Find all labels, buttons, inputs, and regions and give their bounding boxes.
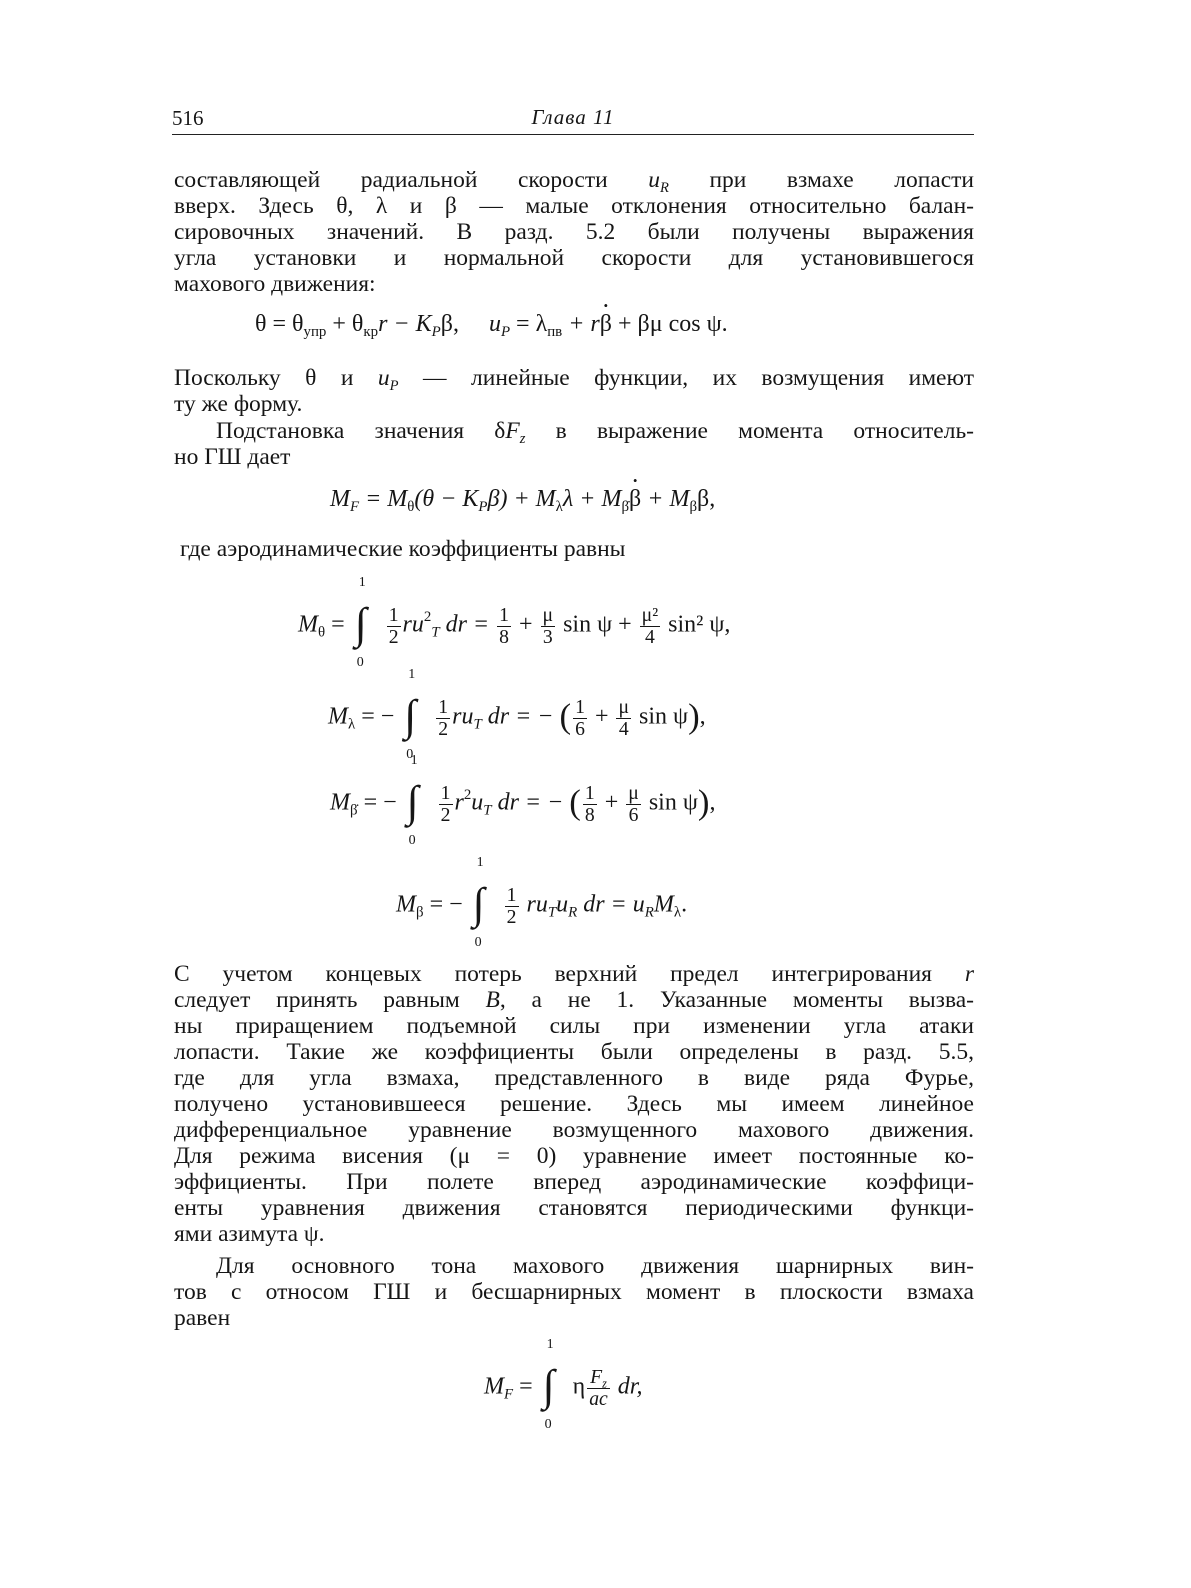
integral-sign: 1 ∫ 0	[404, 667, 417, 762]
equation-theta-and-uP: $\theta = \theta_{упр} + \theta_{кр}r - K_P\beta$, $u_P = \lambda_{пв} + r\beta$ · + βμ cos ψ.	[255, 310, 728, 338]
paragraph-1-line-5: махового движения:	[174, 271, 376, 297]
paragraph-5-line-4: лопасти. Такие же коэффициенты были определены в разд. 5.5,	[174, 1039, 974, 1065]
paragraph-5-line-2: следует принять равным B, а не 1. Указанные моменты вызва-	[174, 987, 974, 1013]
equation-M-beta-dot: $M_{\betȧ}$ = − 1 ∫ 0 $\frac{1}{2}$ $r^2u_T$ dr = − ( $\frac{1}{8}$ + $\frac{\mu}{6}$ sin ψ),	[330, 753, 716, 848]
paragraph-1-line-2: вверх. Здесь θ, λ и β — малые отклонения относительно балан-	[174, 193, 974, 219]
paragraph-2-line-2: ту же форму.	[174, 391, 303, 417]
paragraph-3-line-1: Подстановка значения $\delta F_z$ в выражение момента относитель-	[216, 418, 975, 448]
paragraph-5-line-6: получено установившееся решение. Здесь мы имеем линейное	[174, 1091, 974, 1117]
paragraph-1-line-1: составляющей радиальной скорости $u_R$ при взмахе лопасти	[174, 167, 974, 197]
paragraph-5-line-5: где для угла взмаха, представленного в виде ряда Фурье,	[174, 1065, 974, 1091]
paragraph-5-line-9: эффициенты. При полете вперед аэродинамические коэффици-	[174, 1169, 974, 1195]
integral-sign: 1 ∫ 0	[472, 855, 485, 950]
equation-M-lambda: $M_\lambda$ = − 1 ∫ 0 $\frac{1}{2}$ $ru_T$ dr = − ( $\frac{1}{6}$ + $\frac{\mu}{4}$ sin ψ),	[328, 667, 706, 762]
paragraph-5-line-1: С учетом концевых потерь верхний предел интегрирования r	[174, 961, 975, 987]
paragraph-5-line-3: ны приращением подъемной силы при изменении угла атаки	[174, 1013, 974, 1039]
equation-M-beta: $M_\beta$ = − 1 ∫ 0 $\frac{1}{2}$ $ru_Tu_R$ dr = $u_RM_\lambda$.	[396, 855, 688, 950]
paragraph-5-line-10: енты уравнения движения становятся периодическими функци-	[174, 1195, 974, 1221]
page-header	[172, 104, 974, 135]
equation-M-theta: $M_\theta$ = 1 ∫ 0 $\frac{1}{2}$ $ru^2_T$ dr = $\frac{1}{8}$ + $\frac{\mu}{3}$ sin ψ + $\frac{\text{μ²}}{4}$ sin² ψ,	[298, 575, 731, 670]
integral-sign: 1 ∫ 0	[542, 1337, 555, 1432]
integral-sign: 1 ∫ 0	[406, 753, 419, 848]
chapter-title: Глава 11	[531, 105, 615, 129]
paragraph-5-line-11: ями азимута ψ.	[174, 1221, 325, 1247]
paragraph-6-line-2: тов с относом ГШ и бесшарнирных момент в плоскости взмаха	[174, 1279, 974, 1305]
paragraph-4: где аэродинамические коэффициенты равны	[180, 536, 626, 562]
paragraph-5-line-7: дифференциальное уравнение возмущенного махового движения.	[174, 1117, 974, 1143]
paragraph-1-line-4: угла установки и нормальной скорости для установившегося	[174, 245, 974, 271]
page-number: 516	[172, 106, 204, 130]
paragraph-3-line-2: но ГШ дает	[174, 444, 291, 470]
equation-moment-MF: $M_F = M_\theta(\theta - K_P\beta) + M_\lambda\lambda + M_{\betȧ}\beta$ · + $M_\beta\beta$,	[330, 485, 715, 513]
paragraph-2-line-1: Поскольку θ и $u_P$ — линейные функции, их возмущения имеют	[174, 365, 975, 395]
paragraph-1-line-3: сировочных значений. В разд. 5.2 были получены выражения	[174, 219, 974, 245]
paragraph-6-line-1: Для основного тона махового движения шарнирных вин-	[216, 1253, 974, 1279]
paragraph-5-line-8: Для режима висения (μ = 0) уравнение имеет постоянные ко-	[174, 1143, 974, 1169]
equation-MF-integral: $M_F$ = 1 ∫ 0 η $\frac{F_z}{ac}$ dr,	[484, 1337, 643, 1432]
paragraph-6-line-3: равен	[174, 1305, 231, 1331]
integral-sign: 1 ∫ 0	[354, 575, 367, 670]
